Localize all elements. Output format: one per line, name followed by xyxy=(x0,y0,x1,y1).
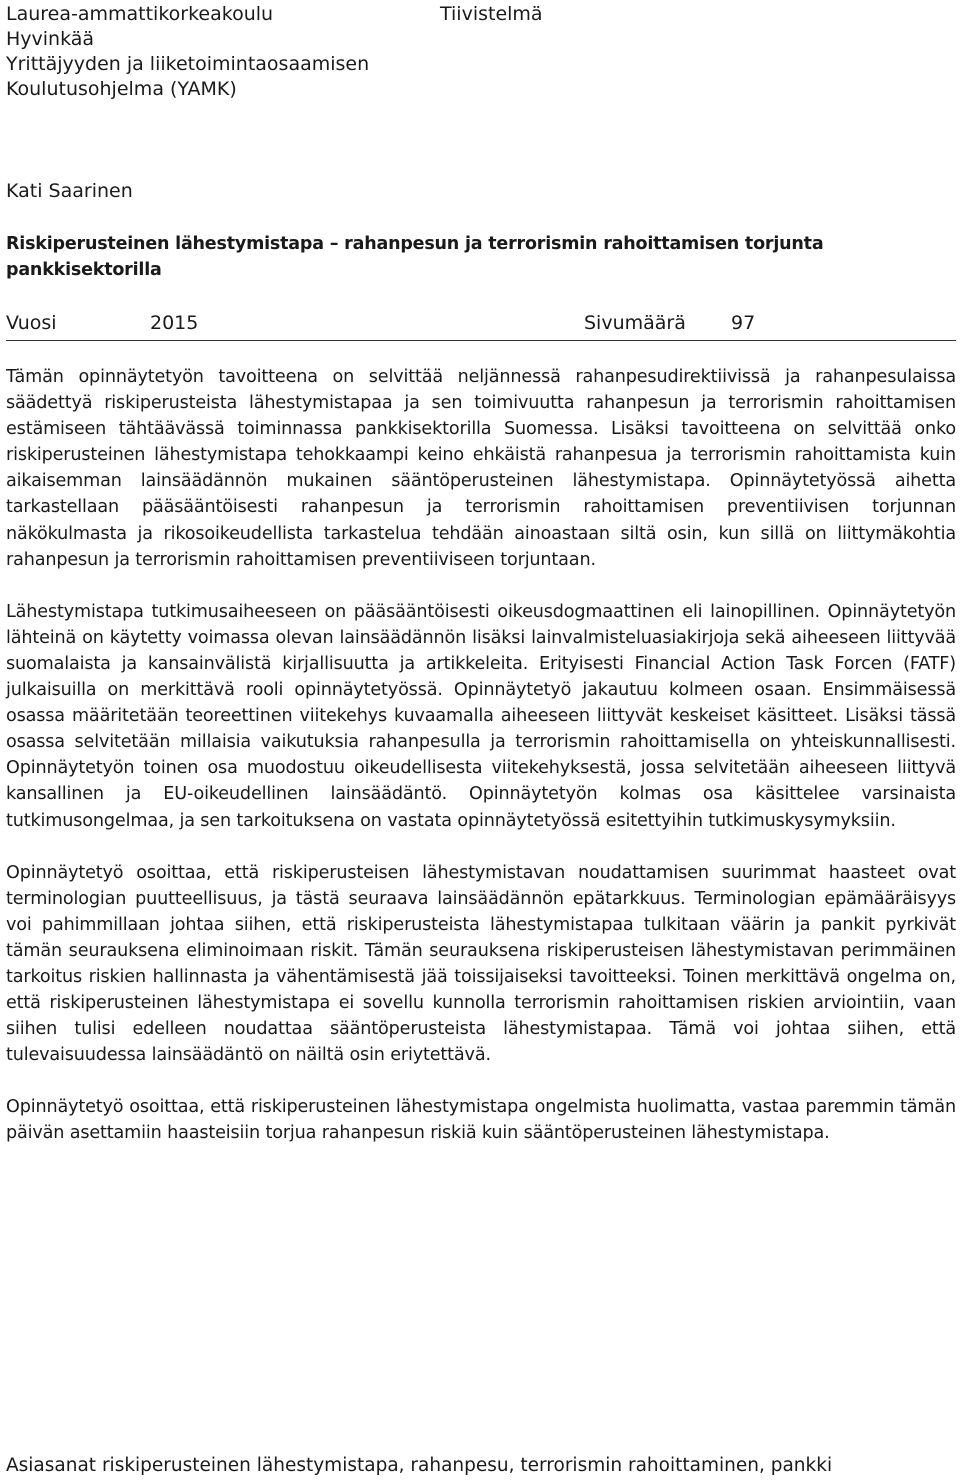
document-type: Tiivistelmä xyxy=(440,3,543,25)
abstract-paragraph: Tämän opinnäytetyön tavoitteena on selvittää neljännessä rahanpesudirektiivissä ja rahanpesulaissa säädettyä riskiperusteista lähestymistapaa ja sen toimivuutta rahanpesun ja terrorismin rahoittamisen estämiseen tähtäävässä toiminnassa pankkisektorilla Suomessa. Lisäksi tavoitteena on selvittää onko riskiperusteinen lähestymistapa tehokkaampi keino ehkäistä rahanpesua ja terrorismin rahoittamista kuin aikaisemman lainsäädännön mukainen sääntöperusteinen lähestymistapa. Opinnäytetyössä aihetta tarkastellaan pääsääntöisesti rahanpesun ja terrorismin rahoittamisen preventiivisen torjunnan näkökulmasta ja rikosoikeudellista tarkastelua tehdään ainoastaan siltä osin, kun sillä on liittymäkohtia rahanpesun ja terrorismin rahoittamisen preventiiviseen torjuntaan. xyxy=(6,367,956,570)
abstract-paragraph: Opinnäytetyö osoittaa, että riskiperusteisen lähestymistavan noudattamisen suurimmat haasteet ovat terminologian puutteellisuus, ja tästä seuraava lainsäädännön epätarkkuus. Terminologian epämääräisyys voi pahimmillaan johtaa siihen, että riskiperusteista lähestymistapaa tulkitaan väärin ja pankit pyrkivät tämän seurauksena eliminoimaan riskit. Tämän seurauksena riskiperusteisen lähestymistavan perimmäinen tarkoitus riskien hallinnasta ja vähentämisestä jää toissijaiseksi tavoitteeksi. Toinen merkittävä ongelma on, että riskiperusteinen lähestymistapa ei sovellu kunnolla terrorismin rahoittamisen riskien arviointiin, vaan siihen tulisi edelleen noudattaa sääntöperusteista lähestymistapaa. Tämä voi johtaa siihen, että tulevaisuudessa lainsäädäntö on näiltä osin eriytettävä. xyxy=(6,862,956,1066)
abstract-paragraph: Lähestymistapa tutkimusaiheeseen on pääsääntöisesti oikeusdogmaattinen eli lainopillinen. Opinnäytetyön lähteinä on käytetty voimassa olevan lainsäädännön lisäksi lainvalmisteluasiakirjoja sekä aiheeseen liittyvää suomalaista ja kansainvälistä kirjallisuutta ja artikkeleita. Erityisesti Financial Action Task Forcen (FATF) julkaisuilla on merkittävä rooli opinnäytetyössä. Opinnäytetyö jakautuu kolmeen osaan. Ensimmäisessä osassa määritetään teoreettinen viitekehys kuvaamalla aiheeseen liittyvät keskeiset käsitteet. Lisäksi tässä osassa selvitetään millaisia vaikutuksia rahanpesulla ja terrorismin rahoittamisella on yhteiskunnallisesti. Opinnäytetyön toinen osa muodostuu oikeudellisesta viitekehyksestä, jossa selvitetään aiheeseen liittyvä kansallinen ja EU-oikeudellinen lainsäädäntö. Opinnäytetyön kolmas osa käsittelee varsinaista tutkimusongelmaa, ja sen tarkoituksena on vastata opinnäytetyössä esitettyihin tutkimuskysymyksiin. xyxy=(6,601,956,831)
pages-value: 97 xyxy=(731,312,756,334)
abstract-body xyxy=(6,364,956,1173)
institution-line: Hyvinkää xyxy=(6,28,95,50)
pages-label: Sivumäärä xyxy=(584,312,686,334)
keywords-line: Asiasanat riskiperusteinen lähestymistapa, rahanpesu, terrorismin rahoittaminen, pankki xyxy=(6,1455,833,1476)
year-value: 2015 xyxy=(150,312,199,334)
document-header xyxy=(6,2,956,102)
institution-line: Laurea-ammattikorkeakoulu xyxy=(6,3,274,25)
author-name: Kati Saarinen xyxy=(6,180,133,202)
thesis-title: Riskiperusteinen lähestymistapa – rahanpesun ja terrorismin rahoittamisen torjunta pankkisektorilla xyxy=(6,234,824,280)
institution-line: Yrittäjyyden ja liiketoimintaosaamisen xyxy=(6,53,370,75)
year-label: Vuosi xyxy=(6,312,57,334)
institution-line: Koulutusohjelma (YAMK) xyxy=(6,78,237,100)
institution-block xyxy=(6,2,369,102)
abstract-paragraph: Opinnäytetyö osoittaa, että riskiperusteinen lähestymistapa ongelmista huolimatta, vastaa paremmin tämän päivän asettamiin haasteisiin torjua rahanpesun riskiä kuin sääntöperusteinen lähestymistapa. xyxy=(6,1097,956,1144)
meta-row xyxy=(6,310,956,341)
